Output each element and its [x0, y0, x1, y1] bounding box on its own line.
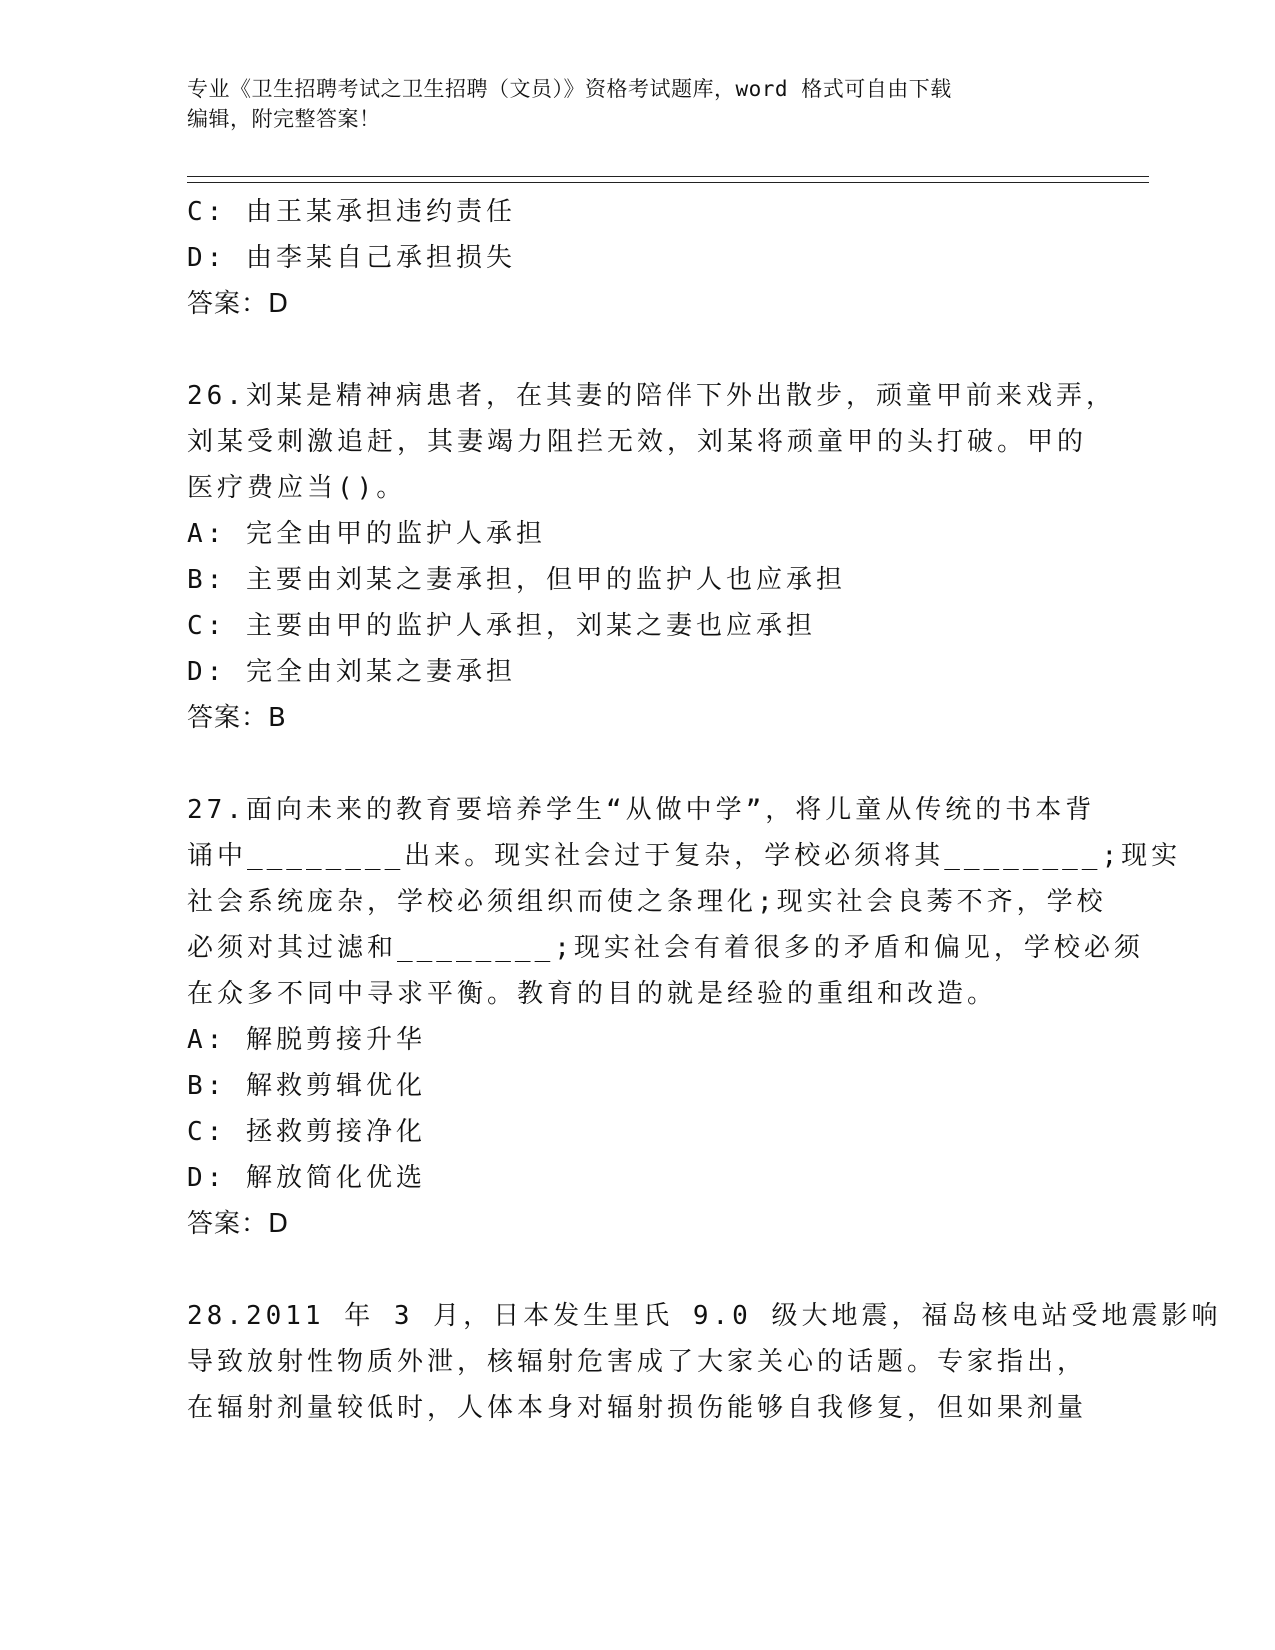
spacer: [187, 1247, 1087, 1293]
question-stem-line: 导致放射性物质外泄，核辐射危害成了大家关心的话题。专家指出，: [187, 1347, 1088, 1377]
spacer: [187, 741, 1087, 787]
question-28: [187, 1293, 1222, 1431]
option-d: D: 完全由刘某之妻承担: [187, 657, 516, 687]
option-c: C: 主要由甲的监护人承担，刘某之妻也应承担: [187, 611, 816, 641]
question-content: [187, 189, 1222, 1431]
question-stem-line: 医疗费应当()。: [187, 473, 407, 503]
option-c: C: 拯救剪接净化: [187, 1117, 426, 1147]
question-stem-line: 社会系统庞杂，学校必须组织而使之条理化;现实社会良莠不齐，学校: [187, 887, 1107, 917]
answer: 答案：B: [187, 703, 287, 733]
header-line-1: 专业《卫生招聘考试之卫生招聘（文员）》资格考试题库，word 格式可自由下载: [187, 77, 952, 101]
question-27: [187, 787, 1182, 1247]
header-line-2: 编辑，附完整答案！: [187, 107, 381, 131]
question-stem-line: 在辐射剂量较低时，人体本身对辐射损伤能够自我修复，但如果剂量: [187, 1393, 1088, 1423]
document-header: [187, 74, 1067, 134]
question-stem-line: 27.面向未来的教育要培养学生“从做中学”，将儿童从传统的书本背: [187, 795, 1096, 825]
question-stem-line: 必须对其过滤和________;现实社会有着很多的矛盾和偏见，学校必须: [187, 933, 1144, 963]
header-divider-top: [187, 176, 1149, 177]
option-a: A: 完全由甲的监护人承担: [187, 519, 546, 549]
question-26: [187, 373, 1116, 741]
option-d: D: 由李某自己承担损失: [187, 243, 516, 273]
question-stem-line: 28.2011 年 3 月，日本发生里氏 9.0 级大地震，福岛核电站受地震影响: [187, 1301, 1222, 1331]
question-stem-line: 刘某受刺激追赶，其妻竭力阻拦无效，刘某将顽童甲的头打破。甲的: [187, 427, 1088, 457]
answer: 答案：D: [187, 289, 290, 319]
header-divider-bottom: [187, 182, 1149, 183]
question-stem-line: 在众多不同中寻求平衡。教育的目的就是经验的重组和改造。: [187, 979, 998, 1009]
answer: 答案：D: [187, 1209, 290, 1239]
question-stem-line: 诵中________出来。现实社会过于复杂，学校必须将其________;现实: [187, 841, 1182, 871]
option-c: C: 由王某承担违约责任: [187, 197, 516, 227]
question-25-tail: [187, 189, 1087, 327]
spacer: [187, 327, 1087, 373]
option-a: A: 解脱剪接升华: [187, 1025, 426, 1055]
option-b: B: 解救剪辑优化: [187, 1071, 426, 1101]
question-stem-line: 26.刘某是精神病患者，在其妻的陪伴下外出散步，顽童甲前来戏弄，: [187, 381, 1116, 411]
option-b: B: 主要由刘某之妻承担，但甲的监护人也应承担: [187, 565, 846, 595]
option-d: D: 解放简化优选: [187, 1163, 426, 1193]
